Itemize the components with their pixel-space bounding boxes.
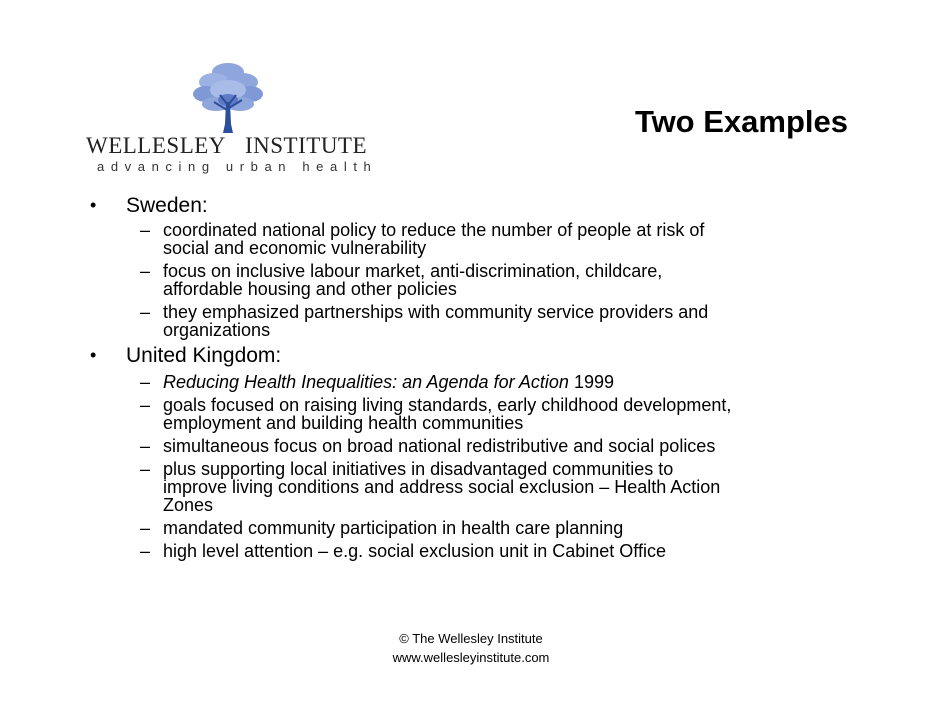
bullet-united-kingdom [86, 343, 886, 368]
sub-bullet-line: they emphasized partnerships with community service providers and [163, 302, 709, 322]
tree-icon [192, 62, 264, 136]
section-label: Sweden: [126, 194, 208, 217]
report-title: Reducing Health Inequalities: an Agenda for Action [163, 372, 569, 392]
sub-bullet [86, 519, 886, 537]
sub-bullet-line: mandated community participation in health care planning [163, 518, 624, 538]
dash-icon: – [140, 459, 151, 479]
dash-icon: – [140, 518, 151, 538]
sub-bullet-line: plus supporting local initiatives in disadvantaged communities to [163, 459, 674, 479]
sub-bullet [86, 303, 886, 339]
dash-icon: – [140, 372, 151, 392]
sub-bullet [86, 221, 886, 257]
dash-icon: – [140, 541, 151, 561]
bullet-icon: • [90, 195, 97, 215]
sub-bullet [86, 460, 886, 514]
sub-bullet-line: organizations [163, 320, 271, 340]
sub-bullet [86, 396, 886, 432]
sub-bullet-line: affordable housing and other policies [163, 279, 457, 299]
report-year: 1999 [568, 372, 614, 392]
sub-bullet [86, 262, 886, 298]
dash-icon: – [140, 436, 151, 456]
sub-bullet-line: coordinated national policy to reduce the number of people at risk of [163, 220, 705, 240]
sub-bullet-line: Zones [163, 495, 214, 515]
dash-icon: – [140, 220, 151, 240]
sub-bullet-line [163, 373, 886, 391]
dash-icon: – [140, 395, 151, 415]
sub-bullet [86, 437, 886, 455]
dash-icon: – [140, 302, 151, 322]
sub-bullet-line: high level attention – e.g. social exclusion unit in Cabinet Office [163, 541, 666, 561]
dash-icon: – [140, 261, 151, 281]
bullet-icon: • [90, 345, 97, 365]
sub-bullet-line: focus on inclusive labour market, anti-discrimination, childcare, [163, 261, 663, 281]
sub-bullet [86, 542, 886, 560]
bullet-sweden [86, 193, 886, 218]
logo-name-right: INSTITUTE [245, 133, 368, 158]
logo-name-left: WELLESLEY [86, 133, 226, 158]
sub-bullet-line: improve living conditions and address social exclusion – Health Action [163, 477, 721, 497]
footer-url: www.wellesleyinstitute.com [392, 650, 550, 665]
sub-bullet-line: goals focused on raising living standards, early childhood development, [163, 395, 732, 415]
sub-bullet [86, 373, 886, 391]
sub-bullet-line: simultaneous focus on broad national redistributive and social polices [163, 436, 716, 456]
slide-title: Two Examples [634, 104, 848, 139]
logo-tagline: advancing urban health [97, 159, 378, 174]
sub-bullet-line: social and economic vulnerability [163, 238, 427, 258]
section-label: United Kingdom: [126, 344, 282, 367]
footer-copyright: © The Wellesley Institute [399, 631, 543, 646]
wellesley-institute-logo [84, 62, 378, 178]
sub-bullet-line: employment and building health communities [163, 413, 524, 433]
slide-content [86, 193, 886, 560]
